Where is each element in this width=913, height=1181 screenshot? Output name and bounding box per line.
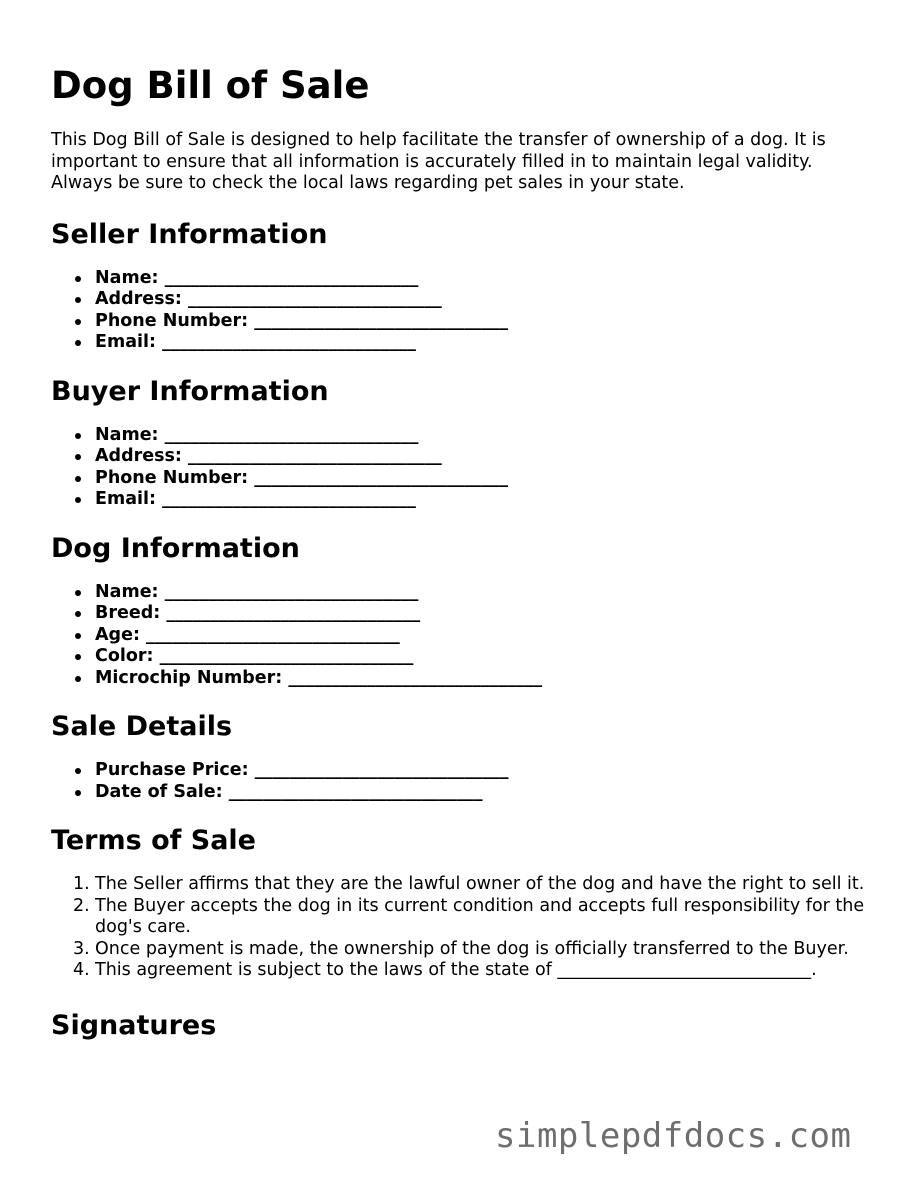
purchase-price-field bbox=[95, 760, 871, 782]
fill-blank[interactable]: _____________________________ bbox=[228, 781, 483, 802]
seller-fields bbox=[51, 268, 871, 354]
sale-heading: Sale Details bbox=[51, 711, 233, 743]
field-label: Phone Number: bbox=[95, 310, 249, 331]
terms-section bbox=[51, 823, 871, 982]
fill-blank[interactable]: _____________________________ bbox=[146, 624, 400, 645]
buyer-name-field bbox=[95, 425, 871, 447]
term-item bbox=[73, 874, 871, 896]
field-label: Color: bbox=[95, 646, 154, 667]
field-label: Address: bbox=[95, 289, 182, 310]
field-label: Email: bbox=[95, 489, 156, 510]
field-label: Date of Sale: bbox=[95, 781, 223, 802]
term-number: 1. bbox=[73, 874, 90, 895]
seller-email-field bbox=[95, 332, 871, 354]
field-label: Breed: bbox=[95, 603, 161, 624]
fill-blank[interactable]: _____________________________ bbox=[164, 267, 419, 288]
signatures-heading: Signatures bbox=[51, 1009, 217, 1041]
page-title: Dog Bill of Sale bbox=[51, 64, 370, 107]
field-label: Email: bbox=[95, 332, 156, 353]
fill-blank[interactable]: _____________________________ bbox=[159, 646, 414, 667]
fill-blank[interactable]: _____________________________ bbox=[162, 332, 416, 353]
fill-blank[interactable]: _____________________________ bbox=[288, 667, 543, 688]
field-label: Name: bbox=[95, 424, 159, 445]
term-text: The Seller affirms that they are the lawful owner of the dog and have the right to sell it. bbox=[95, 874, 865, 895]
fill-blank[interactable]: _____________________________ bbox=[164, 581, 419, 602]
field-label: Age: bbox=[95, 624, 140, 645]
dog-age-field bbox=[95, 625, 871, 647]
seller-name-field bbox=[95, 268, 871, 290]
field-label: Purchase Price: bbox=[95, 760, 249, 781]
dog-breed-field bbox=[95, 603, 871, 625]
field-label: Name: bbox=[95, 581, 159, 602]
dog-microchip-field bbox=[95, 668, 871, 690]
fill-blank[interactable]: _____________________________ bbox=[254, 760, 509, 781]
fill-blank[interactable]: _____________________________ bbox=[254, 467, 508, 488]
intro-paragraph: This Dog Bill of Sale is designed to help facilitate the transfer of ownership of a dog. It is important to ensure that all information is accurately filled in to maintain legal validity. Always be sure to check the local laws regarding pet sales in your state. bbox=[51, 130, 826, 194]
fill-blank[interactable]: _____________________________ bbox=[188, 289, 442, 310]
term-item bbox=[73, 960, 871, 982]
buyer-address-field bbox=[95, 446, 871, 468]
buyer-fields bbox=[51, 425, 871, 511]
dog-heading: Dog Information bbox=[51, 532, 300, 564]
term-text: This agreement is subject to the laws of the state of _____________________________. bbox=[95, 960, 817, 981]
dog-color-field bbox=[95, 646, 871, 668]
terms-heading: Terms of Sale bbox=[51, 825, 256, 857]
fill-blank[interactable]: _____________________________ bbox=[188, 446, 442, 467]
fill-blank[interactable]: _____________________________ bbox=[164, 424, 419, 445]
terms-list bbox=[51, 874, 871, 982]
dog-fields bbox=[51, 582, 871, 690]
sale-fields bbox=[51, 760, 871, 803]
field-label: Address: bbox=[95, 446, 182, 467]
signatures-section bbox=[51, 1008, 871, 1044]
field-label: Name: bbox=[95, 267, 159, 288]
term-number: 3. bbox=[73, 938, 90, 959]
term-number: 4. bbox=[73, 960, 90, 981]
buyer-phone-field bbox=[95, 468, 871, 490]
term-number: 2. bbox=[73, 895, 90, 916]
watermark: simplepdfdocs.com bbox=[495, 1116, 852, 1156]
dog-section bbox=[51, 531, 871, 690]
term-text: Once payment is made, the ownership of the dog is officially transferred to the Buyer. bbox=[95, 938, 849, 959]
seller-address-field bbox=[95, 289, 871, 311]
buyer-section bbox=[51, 374, 871, 511]
dog-name-field bbox=[95, 582, 871, 604]
field-label: Phone Number: bbox=[95, 467, 249, 488]
seller-section bbox=[51, 217, 871, 354]
term-item bbox=[73, 895, 871, 939]
term-text: The Buyer accepts the dog in its current condition and accepts full responsibility for the dog's care. bbox=[95, 895, 865, 938]
seller-heading: Seller Information bbox=[51, 218, 328, 250]
seller-phone-field bbox=[95, 311, 871, 333]
date-of-sale-field bbox=[95, 782, 871, 804]
term-item bbox=[73, 938, 871, 961]
buyer-heading: Buyer Information bbox=[51, 375, 329, 407]
fill-blank[interactable]: _____________________________ bbox=[162, 489, 416, 510]
document-page bbox=[51, 60, 871, 1059]
field-label: Microchip Number: bbox=[95, 667, 283, 688]
fill-blank[interactable]: _____________________________ bbox=[166, 603, 421, 624]
fill-blank[interactable]: _____________________________ bbox=[254, 310, 508, 331]
buyer-email-field bbox=[95, 489, 871, 511]
sale-section bbox=[51, 709, 871, 803]
